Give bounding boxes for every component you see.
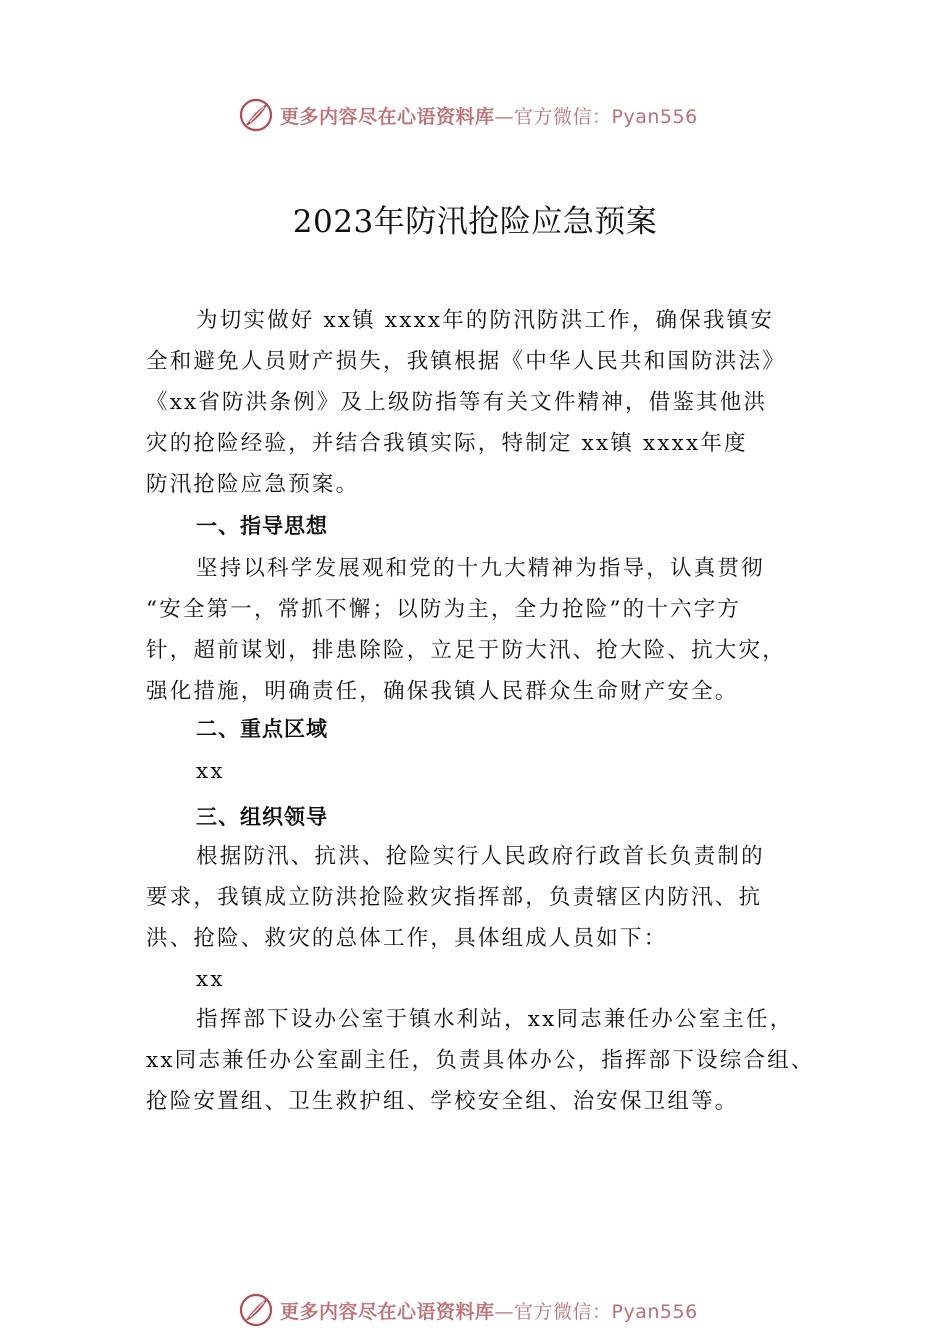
section-heading-organization: 三、组织领导: [196, 805, 328, 829]
key-areas-paragraph: [146, 751, 225, 792]
watermark-text: 更多内容尽在心语资料库—官方微信：Pyan556: [280, 1300, 698, 1323]
document-title: 2023年防汛抢险应急预案: [292, 204, 658, 240]
quill-seal-logo-icon: [238, 1292, 274, 1328]
quill-seal-logo-icon: [238, 97, 274, 133]
paragraph-line: xx: [196, 759, 225, 784]
intro-paragraph: [146, 300, 786, 505]
paragraph-line: xx同志兼任办公室副主任，负责具体办公，指挥部下设综合组、: [146, 1048, 815, 1073]
organization-paragraph: [146, 836, 765, 1000]
section-heading-guiding-principle: 一、指导思想: [196, 514, 328, 538]
paragraph-line: 《xx省防洪条例》及上级防指等有关文件精神，借鉴其他洪: [146, 390, 768, 415]
paragraph-line: xx: [196, 967, 225, 992]
paragraph-line: 要求，我镇成立防洪抢险救灾指挥部，负责辖区内防汛、抗: [146, 885, 763, 910]
paragraph-line: 防汛抢险应急预案。: [146, 472, 360, 497]
paragraph-line: “安全第一，常抓不懈；以防为主，全力抢险”的十六字方: [146, 597, 742, 622]
paragraph-line: 坚持以科学发展观和党的十九大精神为指导，认真贯彻: [196, 556, 765, 581]
paragraph-line: 为切实做好 xx镇 xxxx年的防汛防洪工作，确保我镇安: [196, 308, 775, 333]
paragraph-line: 针，超前谋划，排患除险，立足于防大汛、抢大险、抗大灾，: [146, 638, 786, 663]
paragraph-line: 抢险安置组、卫生救护组、学校安全组、治安保卫组等。: [146, 1089, 739, 1114]
paragraph-line: 强化措施，明确责任，确保我镇人民群众生命财产安全。: [146, 679, 739, 704]
header-watermark: [0, 95, 950, 135]
paragraph-line: 根据防汛、抗洪、抢险实行人民政府行政首长负责制的: [196, 844, 765, 869]
footer-watermark: [0, 1290, 950, 1330]
office-paragraph: [146, 999, 815, 1122]
watermark-text: 更多内容尽在心语资料库—官方微信：Pyan556: [280, 105, 698, 128]
paragraph-line: 洪、抢险、救灾的总体工作，具体组成人员如下：: [146, 926, 668, 951]
guiding-principle-paragraph: [146, 548, 786, 712]
section-heading-key-areas: 二、重点区域: [196, 717, 328, 741]
paragraph-line: 灾的抢险经验，并结合我镇实际，特制定 xx镇 xxxx年度: [146, 431, 748, 456]
paragraph-line: 全和避免人员财产损失，我镇根据《中华人民共和国防洪法》: [146, 349, 786, 374]
paragraph-line: 指挥部下设办公室于镇水利站，xx同志兼任办公室主任，: [196, 1007, 794, 1032]
